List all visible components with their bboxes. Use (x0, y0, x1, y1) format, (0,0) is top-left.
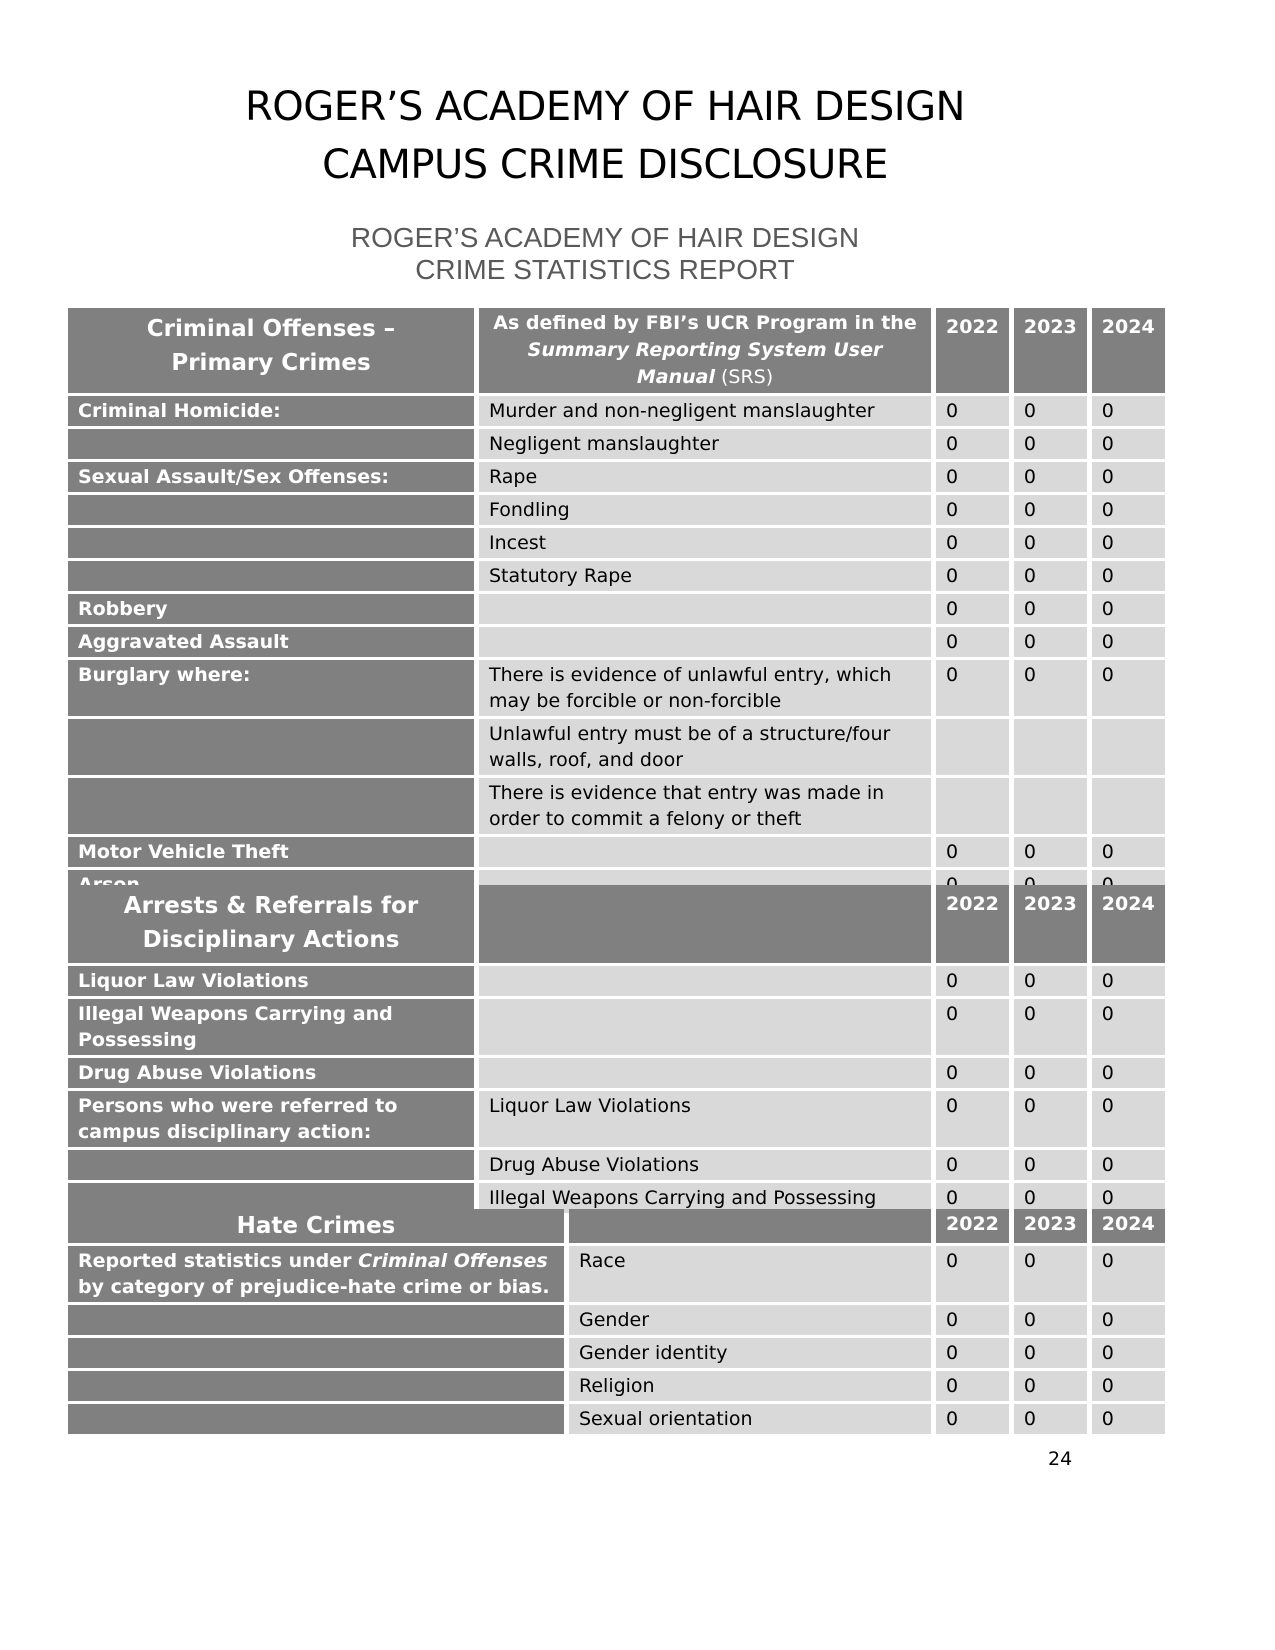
row-description: Fondling (479, 495, 931, 525)
page-number: 24 (1048, 1448, 1073, 1470)
row-category: Reported statistics under Criminal Offenses by category of prejudice-hate crime or bias. (68, 1246, 564, 1302)
row-value-2022 (936, 778, 1009, 834)
row-value-2022: 0 (936, 1338, 1009, 1368)
row-value-2024: 0 (1092, 1150, 1165, 1180)
row-value-2022: 0 (936, 1058, 1009, 1088)
row-description: Statutory Rape (479, 561, 931, 591)
table-row (68, 966, 1165, 996)
row-description: Rape (479, 462, 931, 492)
row-value-2024: 0 (1092, 660, 1165, 716)
table-row (68, 837, 1165, 867)
table-row (68, 1246, 1165, 1302)
table-row (68, 462, 1165, 492)
row-value-2023: 0 (1014, 627, 1087, 657)
table-row (68, 594, 1165, 624)
report-subtitle (0, 222, 1210, 286)
header-year-2023: 2023 (1014, 308, 1087, 393)
row-description: There is evidence that entry was made in order to commit a felony or theft (479, 778, 931, 834)
row-category (68, 1150, 474, 1180)
row-category: Robbery (68, 594, 474, 624)
row-value-2024: 0 (1092, 396, 1165, 426)
row-category (68, 528, 474, 558)
row-value-2023: 0 (1014, 561, 1087, 591)
row-value-2023: 0 (1014, 966, 1087, 996)
row-value-2023: 0 (1014, 594, 1087, 624)
row-description: Sexual orientation (569, 1404, 931, 1434)
row-value-2024: 0 (1092, 966, 1165, 996)
subtitle-line-2: CRIME STATISTICS REPORT (415, 254, 795, 285)
row-value-2022: 0 (936, 627, 1009, 657)
row-value-2024: 0 (1092, 561, 1165, 591)
row-value-2023 (1014, 719, 1087, 775)
row-category: Drug Abuse Violations (68, 1058, 474, 1088)
row-value-2024: 0 (1092, 1338, 1165, 1368)
row-category (68, 561, 474, 591)
row-value-2022: 0 (936, 1371, 1009, 1401)
row-value-2024: 0 (1092, 1058, 1165, 1088)
row-value-2024: 0 (1092, 1091, 1165, 1147)
row-value-2023: 0 (1014, 396, 1087, 426)
title-line-2: CAMPUS CRIME DISCLOSURE (322, 142, 888, 188)
row-value-2023 (1014, 778, 1087, 834)
table-row (68, 1404, 1165, 1434)
arrests-referrals-table (63, 882, 1170, 1216)
row-description (479, 1058, 931, 1088)
row-value-2023: 0 (1014, 1058, 1087, 1088)
document-title (0, 78, 1210, 194)
row-category (68, 1404, 564, 1434)
row-description: Negligent manslaughter (479, 429, 931, 459)
row-value-2024: 0 (1092, 462, 1165, 492)
row-value-2024: 0 (1092, 1371, 1165, 1401)
row-value-2022: 0 (936, 561, 1009, 591)
row-category: Sexual Assault/Sex Offenses: (68, 462, 474, 492)
header-year-2023: 2023 (1014, 885, 1087, 963)
row-value-2024: 0 (1092, 999, 1165, 1055)
row-description: Liquor Law Violations (479, 1091, 931, 1147)
row-category (68, 778, 474, 834)
row-category: Burglary where: (68, 660, 474, 716)
row-value-2022: 0 (936, 462, 1009, 492)
row-category (68, 495, 474, 525)
row-description (479, 627, 931, 657)
row-description (479, 837, 931, 867)
row-value-2024: 0 (1092, 627, 1165, 657)
row-description: There is evidence of unlawful entry, which may be forcible or non-forcible (479, 660, 931, 716)
row-description: Illegal Weapons Carrying and Possessing (479, 1183, 931, 1213)
row-description: Murder and non-negligent manslaughter (479, 396, 931, 426)
row-value-2023: 0 (1014, 1246, 1087, 1302)
table-row (68, 396, 1165, 426)
row-value-2022: 0 (936, 1150, 1009, 1180)
row-value-2024: 0 (1092, 1183, 1165, 1213)
row-value-2023: 0 (1014, 462, 1087, 492)
row-value-2024: 0 (1092, 429, 1165, 459)
row-value-2024: 0 (1092, 1404, 1165, 1434)
row-value-2022: 0 (936, 966, 1009, 996)
row-value-2022 (936, 719, 1009, 775)
row-value-2022: 0 (936, 1404, 1009, 1434)
header-description (569, 1209, 931, 1243)
row-value-2023: 0 (1014, 1338, 1087, 1368)
row-value-2023: 0 (1014, 429, 1087, 459)
row-category (68, 1305, 564, 1335)
title-line-1: ROGER’S ACADEMY OF HAIR DESIGN (245, 84, 965, 130)
table-row (68, 660, 1165, 716)
table-row (68, 1058, 1165, 1088)
header-arrests-referrals: Arrests & Referrals for Disciplinary Actions (68, 885, 474, 963)
table-row (68, 495, 1165, 525)
header-year-2024: 2024 (1092, 1209, 1165, 1243)
header-description (479, 885, 931, 963)
row-value-2022: 0 (936, 837, 1009, 867)
row-value-2022: 0 (936, 1305, 1009, 1335)
row-value-2022: 0 (936, 1246, 1009, 1302)
table-row (68, 1338, 1165, 1368)
row-category: Persons who were referred to campus disciplinary action: (68, 1091, 474, 1147)
row-value-2023: 0 (1014, 495, 1087, 525)
table-header-row (68, 885, 1165, 963)
subtitle-line-1: ROGER’S ACADEMY OF HAIR DESIGN (350, 222, 860, 253)
row-value-2022: 0 (936, 594, 1009, 624)
table-row (68, 778, 1165, 834)
table-row (68, 528, 1165, 558)
row-value-2022: 0 (936, 999, 1009, 1055)
row-value-2023: 0 (1014, 1150, 1087, 1180)
row-category: Motor Vehicle Theft (68, 837, 474, 867)
row-value-2024: 0 (1092, 594, 1165, 624)
row-category (68, 719, 474, 775)
header-year-2024: 2024 (1092, 308, 1165, 393)
header-hate-crimes: Hate Crimes (68, 1209, 564, 1243)
row-value-2023: 0 (1014, 528, 1087, 558)
row-value-2023: 0 (1014, 999, 1087, 1055)
row-description: Incest (479, 528, 931, 558)
header-criminal-offenses: Criminal Offenses – Primary Crimes (68, 308, 474, 393)
row-value-2024: 0 (1092, 1246, 1165, 1302)
header-year-2022: 2022 (936, 308, 1009, 393)
row-value-2023: 0 (1014, 837, 1087, 867)
table-header-row (68, 308, 1165, 393)
table-row (68, 1305, 1165, 1335)
row-description (479, 966, 931, 996)
table-row (68, 1371, 1165, 1401)
row-category (68, 1371, 564, 1401)
table-row (68, 719, 1165, 775)
row-value-2023: 0 (1014, 1091, 1087, 1147)
header-year-2022: 2022 (936, 885, 1009, 963)
header-definition: As defined by FBI’s UCR Program in the Summary Reporting System User Manual (SRS) (479, 308, 931, 393)
table-row (68, 999, 1165, 1055)
row-value-2024 (1092, 778, 1165, 834)
row-value-2024: 0 (1092, 495, 1165, 525)
row-value-2024 (1092, 719, 1165, 775)
hate-crimes-table (63, 1206, 1170, 1437)
row-description (479, 999, 931, 1055)
row-description: Drug Abuse Violations (479, 1150, 931, 1180)
row-value-2022: 0 (936, 495, 1009, 525)
row-description: Religion (569, 1371, 931, 1401)
header-year-2022: 2022 (936, 1209, 1009, 1243)
row-value-2022: 0 (936, 1091, 1009, 1147)
row-description: Gender (569, 1305, 931, 1335)
row-value-2023: 0 (1014, 1371, 1087, 1401)
row-value-2022: 0 (936, 1183, 1009, 1213)
row-value-2023: 0 (1014, 1404, 1087, 1434)
row-category: Aggravated Assault (68, 627, 474, 657)
header-year-2023: 2023 (1014, 1209, 1087, 1243)
row-value-2022: 0 (936, 429, 1009, 459)
row-category (68, 1338, 564, 1368)
row-value-2023: 0 (1014, 1183, 1087, 1213)
header-year-2024: 2024 (1092, 885, 1165, 963)
row-value-2022: 0 (936, 528, 1009, 558)
row-value-2024: 0 (1092, 528, 1165, 558)
criminal-offenses-table (63, 305, 1170, 903)
row-category (68, 429, 474, 459)
table-row (68, 1150, 1165, 1180)
row-value-2022: 0 (936, 660, 1009, 716)
table-row (68, 429, 1165, 459)
row-value-2023: 0 (1014, 1305, 1087, 1335)
row-value-2024: 0 (1092, 837, 1165, 867)
table-row (68, 627, 1165, 657)
row-description (479, 594, 931, 624)
table-row (68, 561, 1165, 591)
row-value-2024: 0 (1092, 1305, 1165, 1335)
row-category: Criminal Homicide: (68, 396, 474, 426)
row-category: Liquor Law Violations (68, 966, 474, 996)
row-description: Race (569, 1246, 931, 1302)
row-value-2022: 0 (936, 396, 1009, 426)
table-row (68, 1091, 1165, 1147)
table-header-row (68, 1209, 1165, 1243)
row-category: Illegal Weapons Carrying and Possessing (68, 999, 474, 1055)
row-description: Unlawful entry must be of a structure/four walls, roof, and door (479, 719, 931, 775)
row-value-2023: 0 (1014, 660, 1087, 716)
row-description: Gender identity (569, 1338, 931, 1368)
